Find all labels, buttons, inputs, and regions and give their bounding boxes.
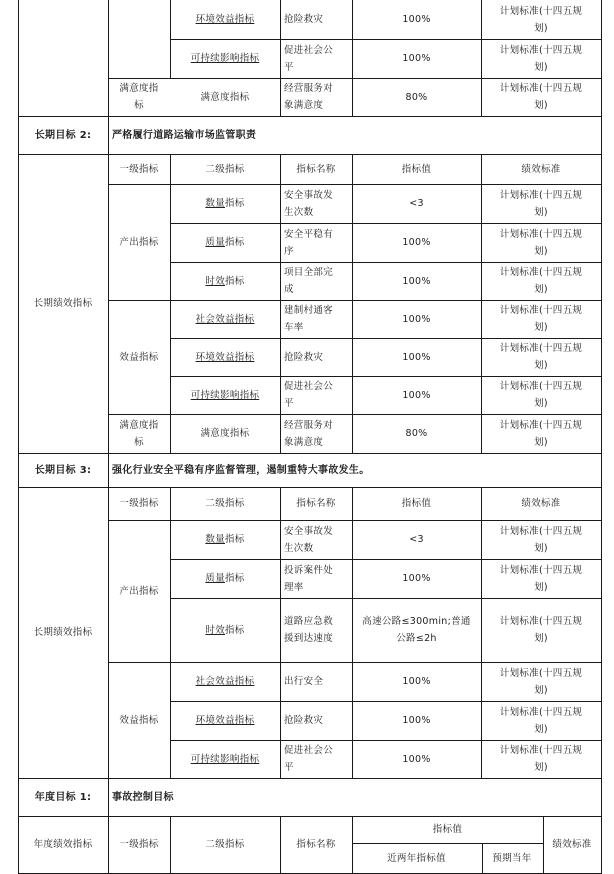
performance-standard: 计划标准(十四五规 划) (499, 83, 583, 111)
indicator-value: 100% (402, 573, 431, 584)
header-level2: 二级指标 (205, 498, 245, 509)
indicator-name: 安全事故发 生次数 (284, 189, 334, 218)
header-standard: 绩效标准 (521, 163, 561, 175)
indicator-name: 促进社会公 平 (284, 44, 334, 73)
indicator-value: 100% (402, 753, 431, 765)
indicator-value: 100% (402, 14, 431, 25)
header-level1: 一级指标 (119, 498, 159, 509)
l2-quantity: 数量 指标 (205, 534, 245, 545)
performance-standard: 计划标准(十四五规 划) (499, 189, 583, 218)
long-term-perf-label: 长期绩效指标 (33, 298, 93, 309)
performance-standard: 计划标准(十四五规 划) (499, 616, 583, 644)
header-level2: 二级指标 (205, 839, 245, 850)
indicator-name: 促进社会公 平 (284, 745, 334, 773)
indicator-name: 抢险救灾 (284, 715, 324, 726)
l2-sustain: 可持续影响指标 (190, 389, 260, 401)
grid-line (601, 116, 602, 155)
l2-sustain: 可持续影响指标 (190, 753, 260, 765)
grid-line (601, 0, 602, 117)
l2-satisfaction: 满意度指标 (200, 428, 250, 439)
indicator-value: <3 (409, 198, 424, 209)
l1-satisfaction: 满意度指 标 (119, 83, 159, 111)
indicator-name: 项目全部完 成 (284, 267, 334, 295)
indicator-value: 100% (402, 237, 431, 248)
indicator-value: 80% (405, 91, 428, 103)
annual-goal-1-text: 事故控制目标 (112, 791, 174, 803)
header-value: 指标值 (401, 498, 432, 509)
indicator-name: 出行安全 (284, 676, 324, 687)
l2-env: 环境效益指标 (195, 14, 255, 25)
long-term-perf-label: 长期绩效指标 (33, 627, 93, 638)
grid-line (601, 453, 602, 488)
indicator-value: <3 (409, 534, 424, 545)
l1-output: 产出指标 (119, 236, 159, 248)
performance-standard: 计划标准(十四五规 划) (499, 381, 583, 409)
header-level1: 一级指标 (119, 839, 159, 850)
header-recent-two-years: 近两年指标值 (387, 852, 446, 864)
indicator-value: 100% (402, 53, 431, 64)
header-level1: 一级指标 (119, 163, 159, 175)
grid-line (601, 154, 602, 454)
l2-quantity: 数量 指标 (205, 198, 245, 209)
indicator-name: 建制村通客 车率 (284, 305, 334, 333)
indicator-value: 100% (402, 351, 431, 363)
grid-line (601, 487, 602, 779)
indicator-value: 100% (402, 676, 431, 687)
header-name: 指标名称 (296, 163, 336, 175)
l2-social: 社会效益指标 (195, 313, 255, 325)
performance-standard: 计划标准(十四五规 划) (499, 745, 583, 773)
grid-line (601, 816, 602, 874)
header-name: 指标名称 (296, 839, 336, 850)
header-level2: 二级指标 (205, 163, 245, 175)
performance-standard: 计划标准(十四五规 划) (499, 525, 583, 554)
l2-env: 环境效益指标 (195, 715, 255, 726)
indicator-name: 道路应急救 援到达速度 (284, 616, 334, 644)
header-expected-year: 预期当年 (492, 852, 532, 864)
performance-standard: 计划标准(十四五规 划) (499, 5, 583, 34)
indicator-name: 抢险救灾 (284, 351, 324, 363)
goal-2-text: 严格履行道路运输市场监管职责 (112, 129, 257, 141)
indicator-value: 高速公路≤300min;普通 公路≤2h (362, 616, 471, 644)
goal-2-label: 长期目标 2: (34, 129, 92, 141)
grid-line (601, 778, 602, 817)
performance-standard: 计划标准(十四五规 划) (499, 564, 583, 593)
indicator-value: 100% (402, 715, 431, 726)
indicator-value: 100% (402, 313, 431, 325)
performance-standard: 计划标准(十四五规 划) (499, 228, 583, 257)
performance-standard: 计划标准(十四五规 划) (499, 706, 583, 735)
indicator-name: 投诉案件处 理率 (284, 564, 334, 593)
grid-line (18, 0, 19, 117)
indicator-value: 100% (402, 389, 431, 401)
indicator-name: 安全事故发 生次数 (284, 525, 334, 554)
header-name: 指标名称 (296, 498, 336, 509)
performance-standard: 计划标准(十四五规 划) (499, 419, 583, 448)
header-value: 指标值 (401, 163, 432, 175)
indicator-name: 抢险救灾 (284, 14, 324, 25)
header-standard: 绩效标准 (552, 839, 592, 850)
annual-goal-1-label: 年度目标 1: (34, 791, 92, 803)
l2-quality: 质量 指标 (205, 237, 245, 248)
l2-env: 环境效益指标 (195, 351, 255, 363)
indicator-value: 100% (402, 275, 431, 287)
l1-output: 产出指标 (119, 585, 159, 597)
l2-sustain: 可持续影响指标 (190, 53, 260, 64)
indicator-name: 促进社会公 平 (284, 381, 334, 409)
l1-benefit: 效益指标 (119, 714, 159, 726)
l2-social: 社会效益指标 (195, 676, 255, 687)
indicator-name: 安全平稳有 序 (284, 228, 334, 257)
performance-standard: 计划标准(十四五规 划) (499, 343, 583, 371)
performance-standard: 计划标准(十四五规 划) (499, 44, 583, 73)
l1-satisfaction: 满意度指 标 (119, 419, 159, 448)
annual-perf-label: 年度绩效指标 (33, 839, 93, 850)
goal-3-label: 长期目标 3: (34, 464, 92, 476)
indicator-value: 80% (405, 428, 428, 439)
header-standard: 绩效标准 (521, 498, 561, 509)
performance-standard: 计划标准(十四五规 划) (499, 667, 583, 696)
l2-quality: 质量 指标 (205, 573, 245, 584)
l1-benefit: 效益指标 (119, 351, 159, 363)
indicator-name: 经营服务对 象满意度 (284, 419, 334, 448)
indicator-name: 经营服务对 象满意度 (284, 83, 334, 111)
l2-satisfaction: 满意度指标 (200, 91, 250, 103)
performance-standard: 计划标准(十四五规 划) (499, 305, 583, 333)
goal-3-text: 强化行业安全平稳有序监督管理，遏制重特大事故发生。 (112, 464, 370, 476)
performance-standard: 计划标准(十四五规 划) (499, 267, 583, 295)
l2-timeliness: 时效 指标 (205, 624, 245, 636)
header-value: 指标值 (432, 824, 463, 835)
l2-timeliness: 时效 指标 (205, 275, 245, 287)
